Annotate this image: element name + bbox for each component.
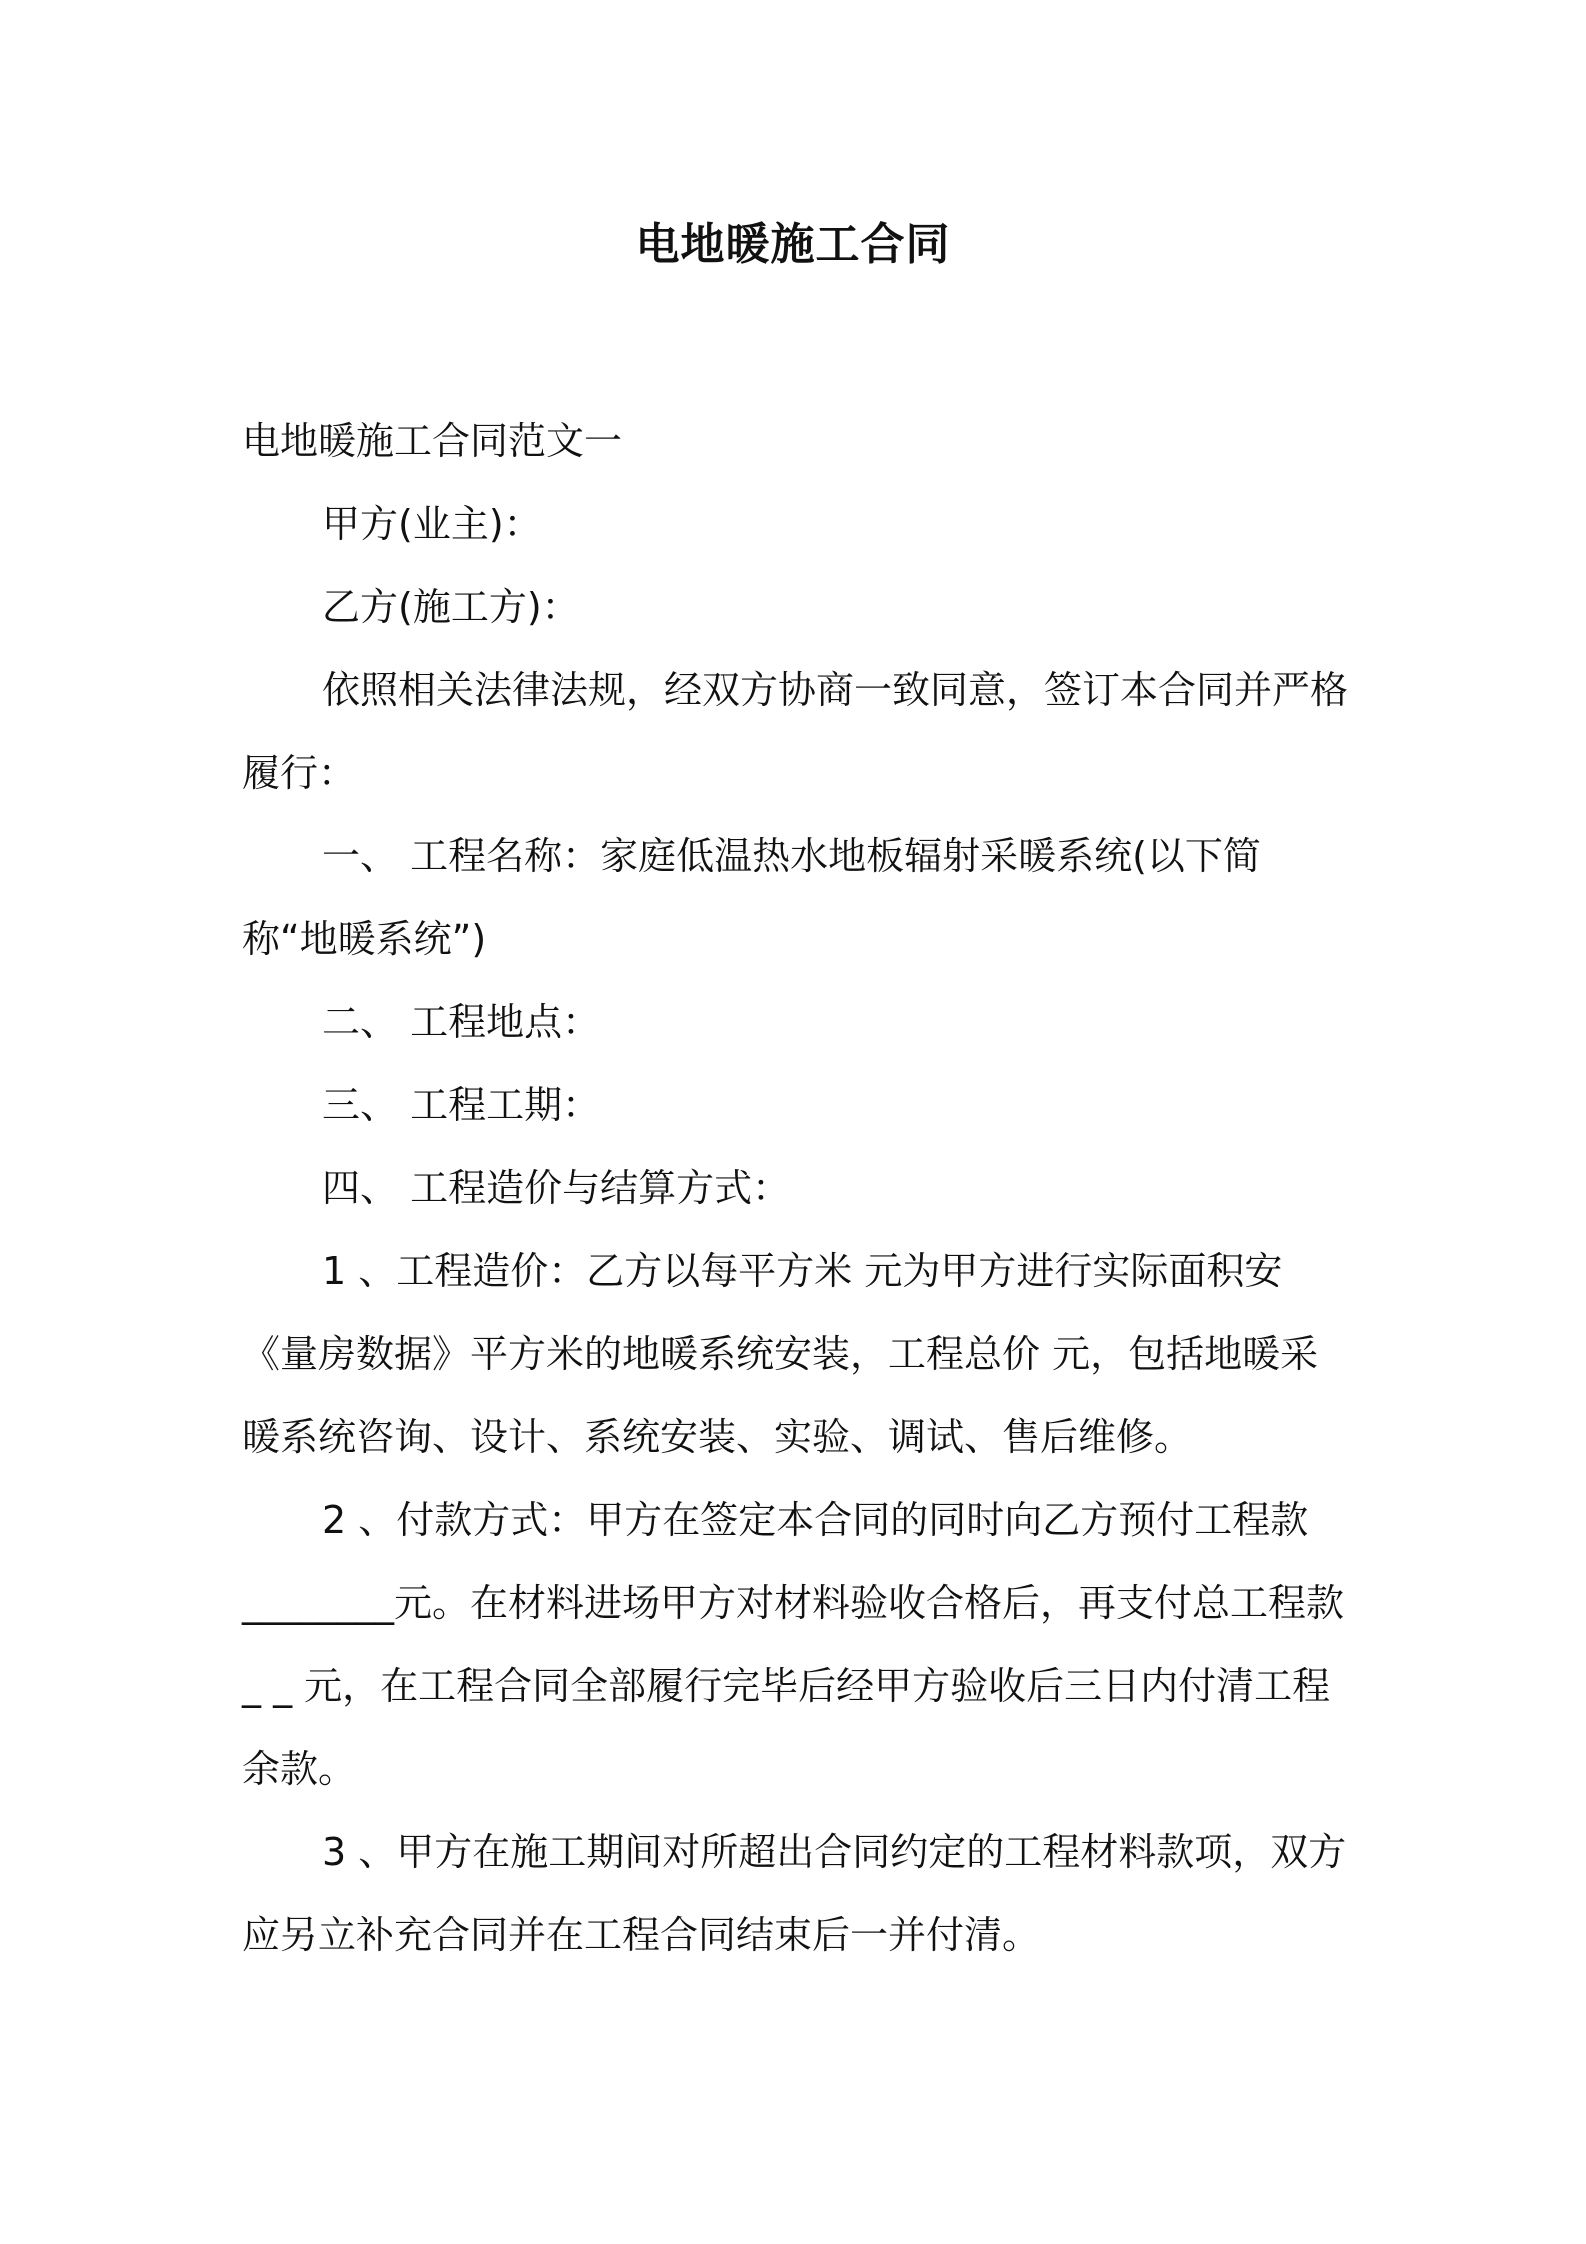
document-title: 电地暖施工合同 (635, 219, 951, 270)
clause-item-1: 1 、工程造价：乙方以每平方米 元为甲方进行实际面积安《量房数据》平方米的地暖系统安装，工程总价 元，包括地暖采暖系统咨询、设计、系统安装、实验、调试、售后维修。 (242, 1249, 1319, 1459)
clause-project-location: 二、 工程地点： (322, 1000, 601, 1044)
clause-cost-settlement: 四、 工程造价与结算方式： (322, 1166, 791, 1210)
preamble-paragraph: 依照相关法律法规，经双方协商一致同意，签订本合同并严格履行： (242, 668, 1349, 795)
clause-item-3: 3 、甲方在施工期间对所超出合同约定的工程材料款项，双方应另立补充合同并在工程合同结束后一并付清。 (242, 1830, 1347, 1957)
clause-project-name: 一、 工程名称：家庭低温热水地板辐射采暖系统(以下简称“地暖系统”) (242, 834, 1261, 961)
document-body (242, 400, 1354, 1977)
section-heading: 电地暖施工合同范文一 (242, 419, 623, 463)
party-a-line: 甲方(业主)： (322, 502, 542, 546)
clause-project-duration: 三、 工程工期： (322, 1083, 601, 1127)
clause-item-2: 2 、付款方式：甲方在签定本合同的同时向乙方预付工程款________元。在材料进场甲方对材料验收合格后，再支付总工程款_ _ 元，在工程合同全部履行完毕后经甲方验收后三日内付清工程余款。 (242, 1498, 1345, 1791)
party-b-line: 乙方(施工方)： (322, 585, 580, 629)
